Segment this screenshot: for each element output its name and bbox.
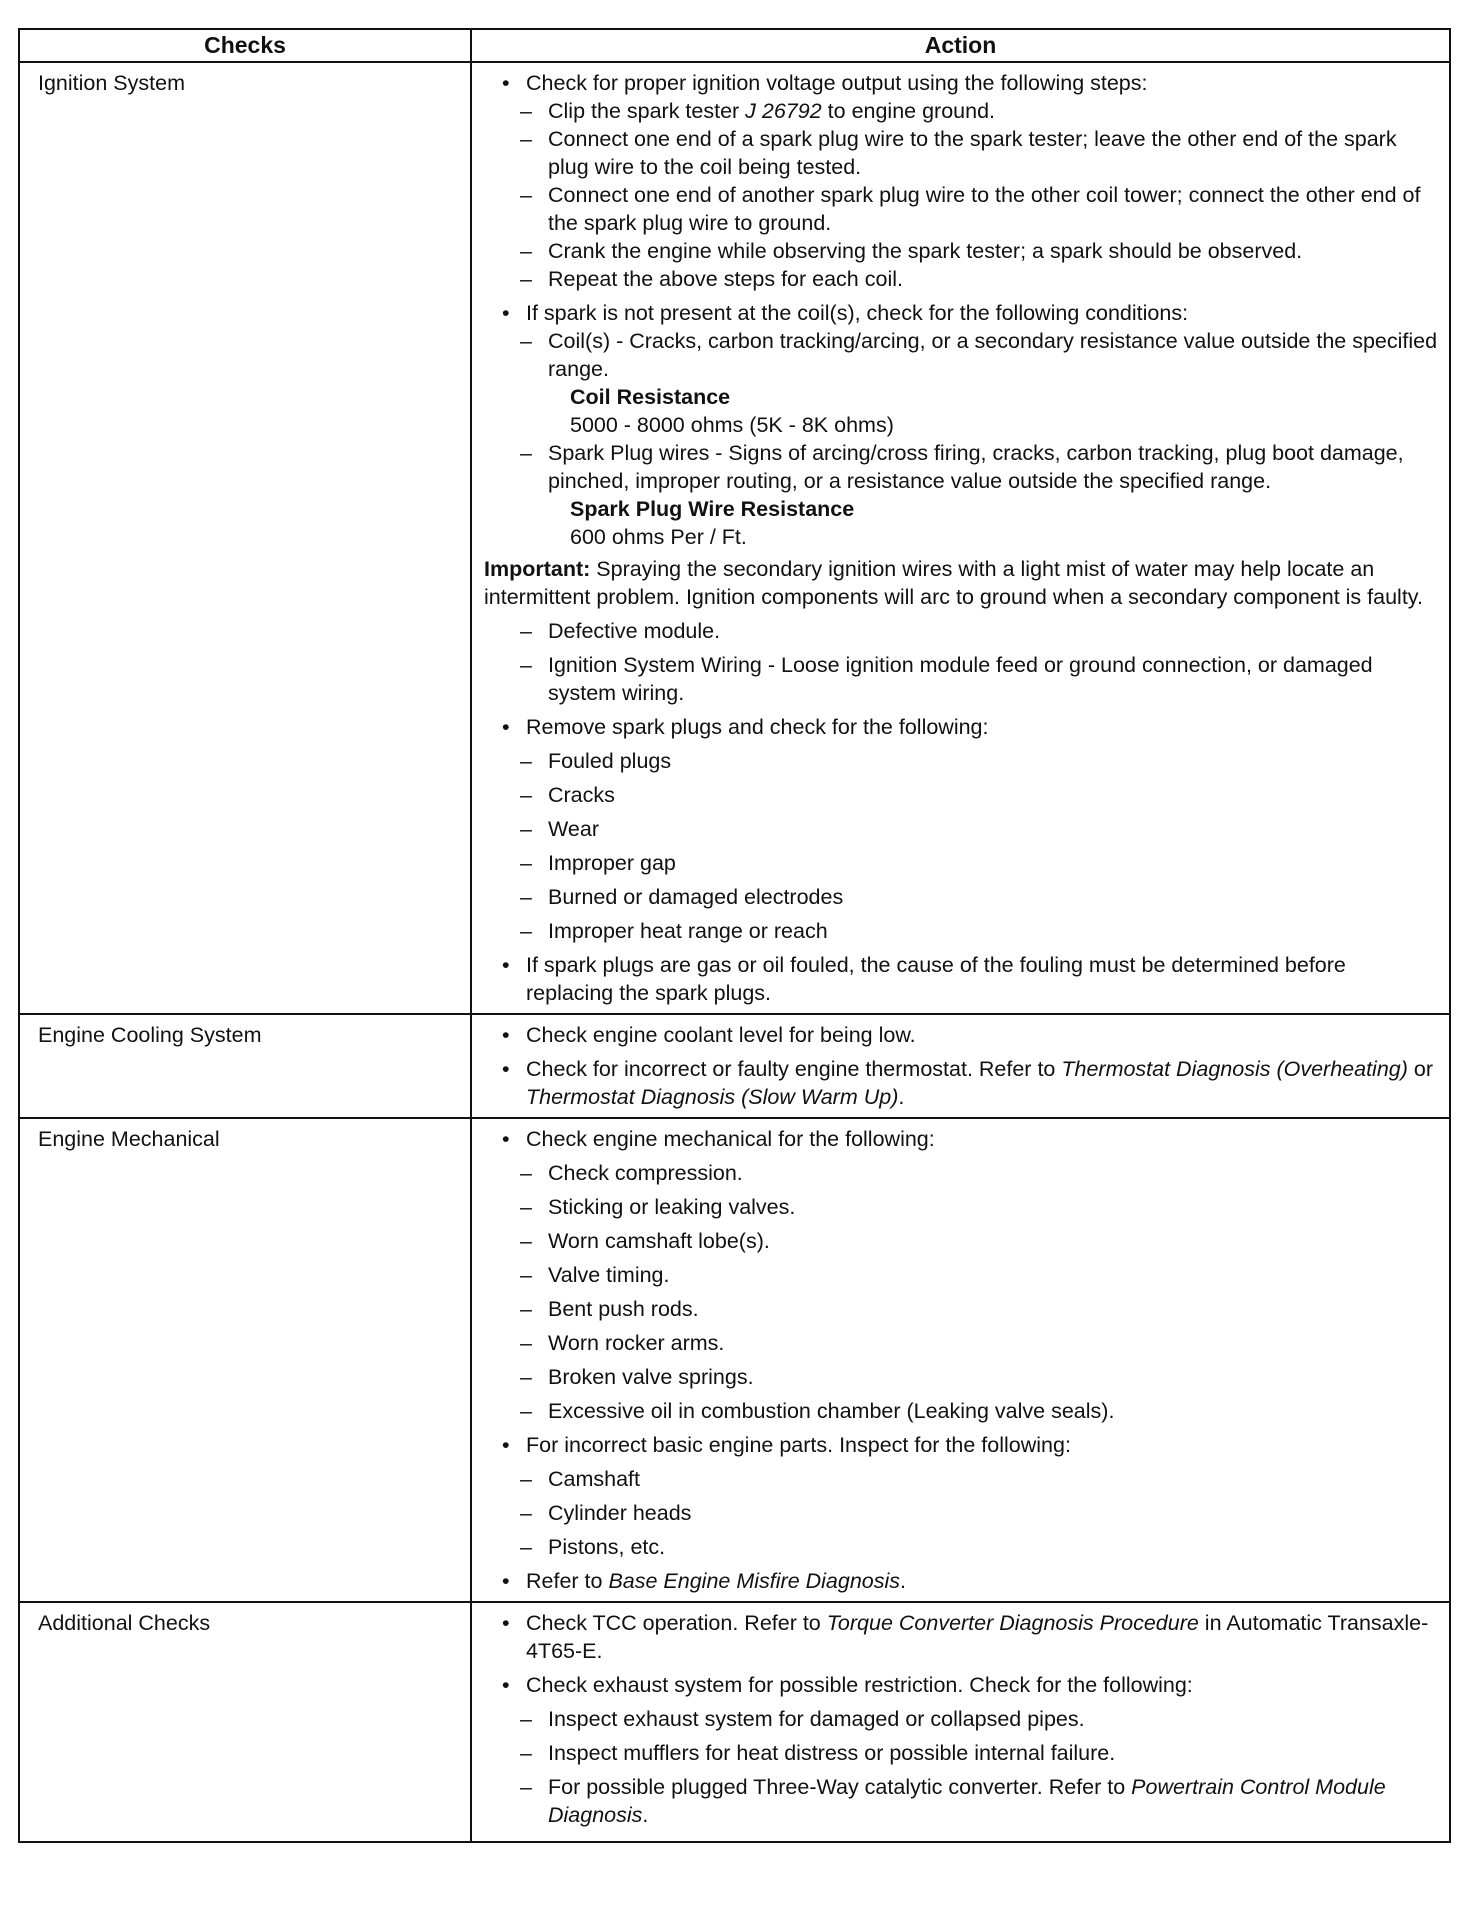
list-item: • If spark is not present at the coil(s), check for the following conditions: – Coil(s) - Cracks, carbon tracking/arcing, or a secondary resistance value outside the specified range. Coil Resistance 5000 - 8000 ohms (5K - 8K ohms) – Spark Plug wires - Signs of arcing/cross firing, cracks, carbon tracking, plug boot damage, pinched, improper routing, or a resistance value outside the specified range. Spark Plug Wire Resistance 600 ohms Per / Ft.	[488, 299, 1439, 551]
list-item: – Ignition System Wiring - Loose ignition module feed or ground connection, or damaged system wiring.	[520, 653, 1373, 705]
dash-icon: –	[520, 1195, 532, 1219]
action-engine-cooling-system	[471, 1014, 1450, 1118]
list-item: – Broken valve springs.	[520, 1365, 754, 1389]
check-engine-mechanical: Engine Mechanical	[19, 1118, 471, 1602]
bullet-icon: •	[502, 1611, 510, 1635]
list-item: – Inspect mufflers for heat distress or possible internal failure.	[520, 1741, 1116, 1765]
list-item: – Worn camshaft lobe(s).	[520, 1229, 770, 1253]
list-item: – Connect one end of a spark plug wire to the spark tester; leave the other end of the spark plug wire to the coil being tested.	[520, 127, 1397, 179]
list-item: – Defective module.	[520, 619, 721, 643]
list-item: – Repeat the above steps for each coil.	[520, 267, 903, 291]
dash-icon: –	[520, 619, 532, 643]
list-item: – Worn rocker arms.	[520, 1331, 725, 1355]
diagnostic-checks-page	[18, 28, 1451, 1843]
dash-icon: –	[520, 919, 532, 943]
list-item: – Check compression.	[520, 1161, 743, 1185]
dash-icon: –	[520, 1399, 532, 1423]
bullet-icon: •	[502, 953, 510, 977]
list-item: • If spark plugs are gas or oil fouled, the cause of the fouling must be determined before replacing the spark plugs.	[502, 953, 1346, 1005]
list-item: – Burned or damaged electrodes	[520, 885, 844, 909]
dash-icon: –	[520, 1297, 532, 1321]
list-item: • Check engine mechanical for the following: – Check compression. – Sticking or leaking valves. – Worn camshaft lobe(s). – Valve timing. – Bent push rods. – Worn rocker arms. – Broken valve springs. – Excessive oil in combustion chamber (Leaking valve seals).	[488, 1125, 1439, 1425]
coil-resistance-spec: Coil Resistance 5000 - 8000 ohms (5K - 8K ohms)	[570, 385, 894, 437]
list-item: – Bent push rods.	[520, 1297, 699, 1321]
list-item: – Clip the spark tester J 26792 to engine ground.	[520, 99, 996, 123]
cross-reference-link: Powertrain Control Module Diagnosis	[548, 1775, 1386, 1827]
dash-icon: –	[520, 1161, 532, 1185]
list-item: – Cracks	[520, 783, 615, 807]
cross-reference-link: Torque Converter Diagnosis Procedure	[826, 1611, 1199, 1635]
dash-icon: –	[520, 99, 532, 123]
list-item: • Check exhaust system for possible restriction. Check for the following: – Inspect exhaust system for damaged or collapsed pipes. – Inspect mufflers for heat distress or possible internal failure. – For possible plugged Three-Way catalytic converter. Refer to Powertrain Control Module Diagnosis.	[488, 1671, 1439, 1829]
dash-icon: –	[520, 1263, 532, 1287]
list-item: – Cylinder heads	[520, 1501, 692, 1525]
dash-icon: –	[520, 1775, 532, 1799]
table-row	[19, 1014, 1450, 1118]
action-additional-checks	[471, 1602, 1450, 1842]
dash-icon: –	[520, 1229, 532, 1253]
list-item: – Spark Plug wires - Signs of arcing/cross firing, cracks, carbon tracking, plug boot damage, pinched, improper routing, or a resistance value outside the specified range.	[520, 441, 1404, 493]
list-item: – Fouled plugs	[520, 749, 672, 773]
tool-reference: J 26792	[745, 99, 822, 123]
action-engine-mechanical	[471, 1118, 1450, 1602]
list-item: • Remove spark plugs and check for the following: – Fouled plugs – Cracks – Wear – Improper gap – Burned or damaged electrodes – Improper heat range or reach	[488, 713, 1439, 945]
list-item: • Check for proper ignition voltage output using the following steps: – Clip the spark tester J 26792 to engine ground. – Connect one end of a spark plug wire to the spark tester; leave the other end of the spark plug wire to the coil being tested. – Connect one end of another spark plug wire to the other coil tower; connect the other end of the spark plug wire to ground. – Crank the engine while observing the spark tester; a spark should be observed. – Repeat the above steps for each coil.	[488, 69, 1439, 293]
list-item: – Inspect exhaust system for damaged or collapsed pipes.	[520, 1707, 1085, 1731]
dash-icon: –	[520, 783, 532, 807]
important-note: Important: Spraying the secondary ignition wires with a light mist of water may help locate an intermittent problem. Ignition components will arc to ground when a secondary component is faulty.	[484, 557, 1423, 609]
checks-column-header: Checks	[19, 29, 471, 62]
dash-icon: –	[520, 183, 532, 207]
bullet-icon: •	[502, 715, 510, 739]
action-ignition-system	[471, 62, 1450, 1014]
check-additional-checks: Additional Checks	[19, 1602, 471, 1842]
dash-icon: –	[520, 127, 532, 151]
list-item: • Check TCC operation. Refer to Torque Converter Diagnosis Procedure in Automatic Transaxle-4T65-E.	[502, 1611, 1429, 1663]
dash-icon: –	[520, 749, 532, 773]
bullet-icon: •	[502, 71, 510, 95]
list-item: • For incorrect basic engine parts. Inspect for the following: – Camshaft – Cylinder heads – Pistons, etc.	[488, 1431, 1439, 1561]
dash-icon: –	[520, 1331, 532, 1355]
bullet-icon: •	[502, 1057, 510, 1081]
dash-icon: –	[520, 441, 532, 465]
action-column-header: Action	[471, 29, 1450, 62]
cross-reference-link: Thermostat Diagnosis (Slow Warm Up)	[526, 1085, 899, 1109]
table-row	[19, 1602, 1450, 1842]
table-row	[19, 62, 1450, 1014]
list-item	[488, 617, 1439, 707]
table-header-row	[19, 29, 1450, 62]
dash-icon: –	[520, 239, 532, 263]
dash-icon: –	[520, 653, 532, 677]
dash-icon: –	[520, 329, 532, 353]
bullet-icon: •	[502, 1127, 510, 1151]
bullet-icon: •	[502, 1023, 510, 1047]
list-item: – Improper gap	[520, 851, 676, 875]
bullet-icon: •	[502, 301, 510, 325]
dash-icon: –	[520, 1707, 532, 1731]
list-item: – Valve timing.	[520, 1263, 670, 1287]
list-item: • Check for incorrect or faulty engine thermostat. Refer to Thermostat Diagnosis (Overheating) or Thermostat Diagnosis (Slow Warm Up).	[502, 1057, 1433, 1109]
dash-icon: –	[520, 267, 532, 291]
check-ignition-system: Ignition System	[19, 62, 471, 1014]
dash-icon: –	[520, 885, 532, 909]
list-item: • Check engine coolant level for being low.	[502, 1023, 916, 1047]
list-item: – Improper heat range or reach	[520, 919, 828, 943]
list-item: – Sticking or leaking valves.	[520, 1195, 796, 1219]
bullet-icon: •	[502, 1569, 510, 1593]
list-item: – Crank the engine while observing the spark tester; a spark should be observed.	[520, 239, 1303, 263]
dash-icon: –	[520, 851, 532, 875]
dash-icon: –	[520, 1741, 532, 1765]
list-item: – Wear	[520, 817, 599, 841]
dash-icon: –	[520, 1467, 532, 1491]
list-item: • Refer to Base Engine Misfire Diagnosis.	[502, 1569, 907, 1593]
bullet-icon: •	[502, 1673, 510, 1697]
checks-action-table	[18, 28, 1451, 1843]
cross-reference-link: Base Engine Misfire Diagnosis	[608, 1569, 901, 1593]
list-item: – Connect one end of another spark plug wire to the other coil tower; connect the other end of the spark plug wire to ground.	[520, 183, 1421, 235]
table-row	[19, 1118, 1450, 1602]
wire-resistance-spec: Spark Plug Wire Resistance 600 ohms Per / Ft.	[570, 497, 855, 549]
list-item: – Pistons, etc.	[520, 1535, 666, 1559]
check-engine-cooling-system: Engine Cooling System	[19, 1014, 471, 1118]
list-item: – Camshaft	[520, 1467, 641, 1491]
dash-icon: –	[520, 1535, 532, 1559]
dash-icon: –	[520, 817, 532, 841]
cross-reference-link: Thermostat Diagnosis (Overheating)	[1061, 1057, 1408, 1081]
list-item: – For possible plugged Three-Way catalytic converter. Refer to Powertrain Control Module Diagnosis.	[520, 1775, 1386, 1827]
dash-icon: –	[520, 1365, 532, 1389]
list-item: – Excessive oil in combustion chamber (Leaking valve seals).	[520, 1399, 1115, 1423]
bullet-icon: •	[502, 1433, 510, 1457]
dash-icon: –	[520, 1501, 532, 1525]
list-item: – Coil(s) - Cracks, carbon tracking/arcing, or a secondary resistance value outside the specified range.	[520, 329, 1438, 381]
